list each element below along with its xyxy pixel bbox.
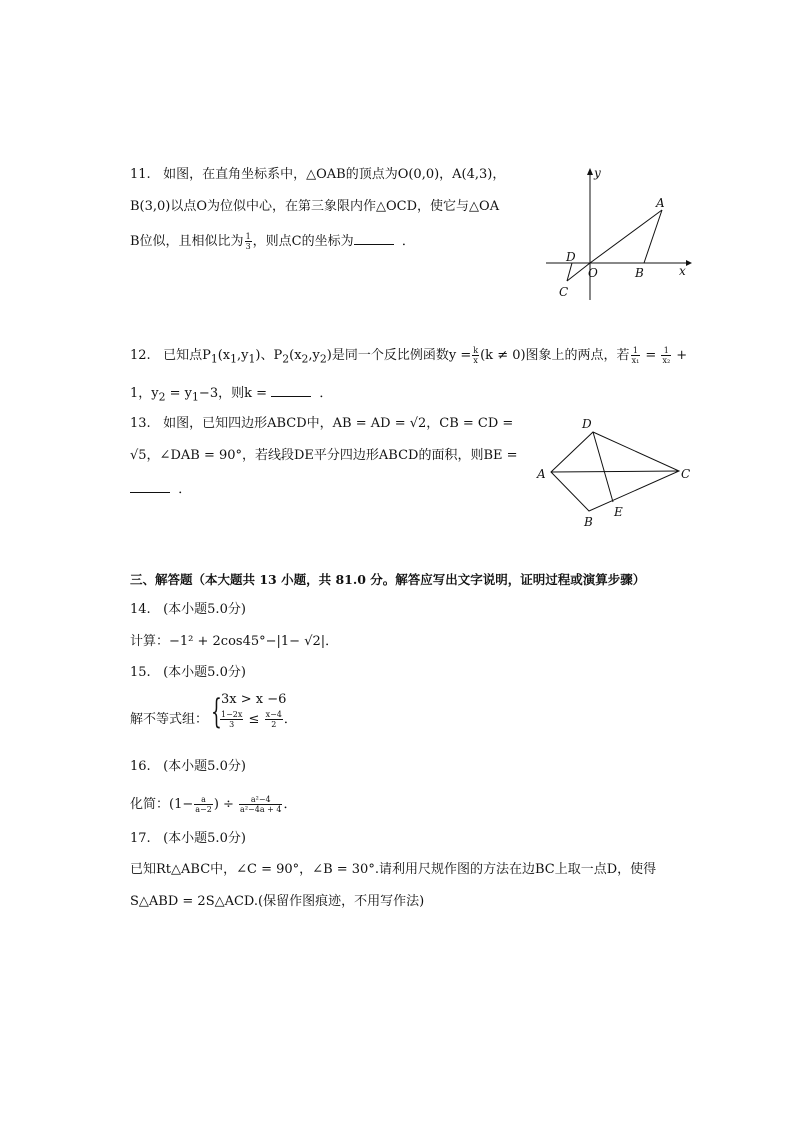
- q12-text-c: ,y: [237, 348, 249, 363]
- q11-line2: [130, 198, 499, 216]
- q14-header: [130, 601, 246, 619]
- q16-frac-1: [194, 795, 213, 814]
- q12-text-a: 已知点P: [163, 348, 211, 363]
- q12-k-den: x: [473, 356, 478, 365]
- fig13-segment-DE: [593, 432, 613, 502]
- q17-header: [130, 830, 246, 848]
- q15-lhs: [220, 710, 243, 729]
- fig11-label-y: y: [594, 166, 601, 180]
- q12-sub: 2: [282, 352, 290, 366]
- q11-text-2: B(3,0)以点O为位似中心，在第三象限内作△OCD，使它与△OA: [130, 199, 500, 214]
- q17-text-1: 已知Rt△ABC中，∠C = 90°，∠B = 30°.请利用尺规作图的方法在边BC上取一点D，使得: [130, 862, 657, 877]
- q15-lhs-num: 1−2x: [221, 710, 243, 719]
- fig11-label-x: x: [679, 264, 686, 278]
- fig11-label-B: B: [635, 266, 644, 280]
- q12-sub: 1: [192, 390, 199, 404]
- q12-inv2-den: x₂: [662, 356, 671, 365]
- fig11-label-D: D: [566, 250, 576, 264]
- q12-text-d: )、P: [255, 348, 283, 363]
- q17-line2: [130, 893, 424, 911]
- fig13-label-C: C: [681, 467, 691, 481]
- fig13-label-E: E: [614, 505, 623, 519]
- q12-sub: 2: [301, 352, 309, 366]
- q11-line1: [130, 166, 505, 184]
- section-3-heading: 三、解答题（本大题共 13 小题，共 81.0 分。解答应写出文字说明，证明过程或演算步骤）: [130, 572, 646, 587]
- q12-sub: 2: [319, 352, 327, 366]
- fig13-diagonal-AC: [551, 471, 679, 472]
- fig11-segment-OC: [567, 263, 590, 281]
- fig11-segment-OA: [590, 210, 662, 263]
- fig13-label-D: D: [582, 417, 592, 431]
- q15-label-line: [130, 711, 208, 729]
- q14-text: 计算：−1² + 2cos45°−|1− √2|．: [130, 634, 339, 649]
- q12-plus: +: [672, 348, 688, 363]
- q11-end-mark: ．: [401, 234, 415, 249]
- q11-number: 11.: [130, 167, 151, 182]
- q13-line3: [130, 480, 191, 499]
- q15-le: ≤: [244, 712, 264, 727]
- q15-ineq-1: 3x > x −6: [221, 692, 287, 707]
- q12-k-over-x: [472, 346, 479, 365]
- q15-rhs-num: x−4: [265, 710, 282, 719]
- q12-inv-x2: [661, 346, 671, 365]
- q12-text-2a: 1，y: [130, 386, 159, 401]
- q12-text-b: (x: [217, 348, 231, 363]
- q12-line1: [130, 346, 687, 369]
- q16-f1-num: a: [194, 795, 213, 805]
- q12-sub: 2: [158, 390, 166, 404]
- q15-header: [130, 664, 246, 682]
- q16-score: (本小题5.0分): [163, 759, 246, 774]
- fig13-label-B: B: [584, 515, 593, 529]
- q16-number: 16.: [130, 759, 151, 774]
- q16-mid: ) ÷: [213, 797, 239, 812]
- q15-number: 15.: [130, 665, 151, 680]
- q11-text-3b: ，则点C的坐标为: [252, 234, 354, 249]
- q14-body: [130, 633, 338, 651]
- q12-text-g: )是同一个反比例函数y =: [326, 348, 472, 363]
- q14-number: 14.: [130, 602, 151, 617]
- q11-ratio-fraction: [245, 232, 252, 251]
- q17-number: 17.: [130, 831, 151, 846]
- q11-text-3a: B位似，且相似比为: [130, 234, 244, 249]
- figure-13-quadrilateral: [534, 412, 699, 532]
- q16-frac-2: [239, 795, 282, 814]
- q15-score: (本小题5.0分): [163, 665, 246, 680]
- q12-k-num: k: [473, 346, 479, 355]
- q13-line1: [130, 415, 513, 433]
- q15-rhs: [265, 710, 283, 729]
- q16-f2-den: a²−4a + 4: [240, 805, 282, 814]
- q13-number: 13.: [130, 416, 151, 431]
- q12-text-e: (x: [289, 348, 302, 363]
- q16-body: [130, 795, 296, 814]
- q15-label: 解不等式组：: [130, 712, 209, 727]
- fig11-label-A: A: [656, 196, 665, 210]
- q14-score: (本小题5.0分): [163, 602, 246, 617]
- q12-inv-x1: [631, 346, 641, 365]
- q13-text-1: 如图，已知四边形ABCD中，AB = AD = √2，CB = CD =: [163, 416, 514, 431]
- q16-label: 化简：(1−: [130, 797, 194, 812]
- fig11-y-arrow: [587, 168, 593, 175]
- q15-lhs-den: 3: [229, 720, 235, 729]
- q13-text-2: √5，∠DAB = 90°，若线段DE平分四边形ABCD的面积，则BE =: [130, 448, 518, 463]
- q12-number: 12.: [130, 348, 151, 363]
- fig11-segment-AB: [644, 210, 662, 263]
- q15-brace: {: [211, 692, 222, 732]
- q15-inequality-system: [211, 692, 297, 738]
- q12-sub: 1: [248, 352, 256, 366]
- q12-answer-blank[interactable]: [271, 384, 311, 397]
- q12-text-2b: = y: [165, 386, 193, 401]
- q16-end-mark: ．: [283, 797, 297, 812]
- fig13-label-A: A: [537, 467, 546, 481]
- q12-eq: =: [641, 348, 661, 363]
- q12-line2: [130, 384, 332, 407]
- q12-inv2-num: 1: [661, 346, 671, 356]
- q12-inv1-num: 1: [631, 346, 641, 356]
- q12-sub: 1: [230, 352, 238, 366]
- q11-text-1: 如图，在直角坐标系中，△OAB的顶点为O(0,0)，A(4,3)，: [163, 167, 506, 182]
- q11-ratio-den: 3: [245, 242, 251, 251]
- q12-text-f: ,y: [308, 348, 320, 363]
- q12-sub: 1: [210, 352, 218, 366]
- q12-inv1-den: x₁: [631, 356, 640, 365]
- q12-text-h: (k ≠ 0)图象上的两点，若: [480, 348, 630, 363]
- fig11-label-O: O: [588, 266, 598, 280]
- q11-line3: [130, 232, 415, 251]
- figure-11-coordinate-plane: [540, 160, 700, 305]
- q13-answer-blank[interactable]: [130, 480, 170, 493]
- fig11-x-arrow: [686, 260, 692, 266]
- q13-end-mark: ．: [178, 482, 192, 497]
- q15-rhs-den: 2: [271, 720, 277, 729]
- q11-answer-blank[interactable]: [354, 232, 394, 245]
- q13-line2: [130, 447, 518, 465]
- fig11-label-C: C: [559, 285, 569, 299]
- q15-end-mark: ．: [283, 712, 297, 727]
- q15-ineq-2: [219, 710, 297, 729]
- q17-line1: [130, 861, 656, 879]
- q16-f1-den: a−2: [195, 805, 212, 814]
- q12-end-mark: ．: [319, 386, 333, 401]
- q11-ratio-num: 1: [245, 232, 251, 241]
- q17-text-2: S△ABD = 2S△ACD.(保留作图痕迹，不用写作法): [130, 894, 425, 909]
- q16-header: [130, 758, 246, 776]
- q12-text-2c: −3，则k =: [198, 386, 272, 401]
- q17-score: (本小题5.0分): [163, 831, 246, 846]
- q16-f2-num: a²−4: [239, 795, 282, 805]
